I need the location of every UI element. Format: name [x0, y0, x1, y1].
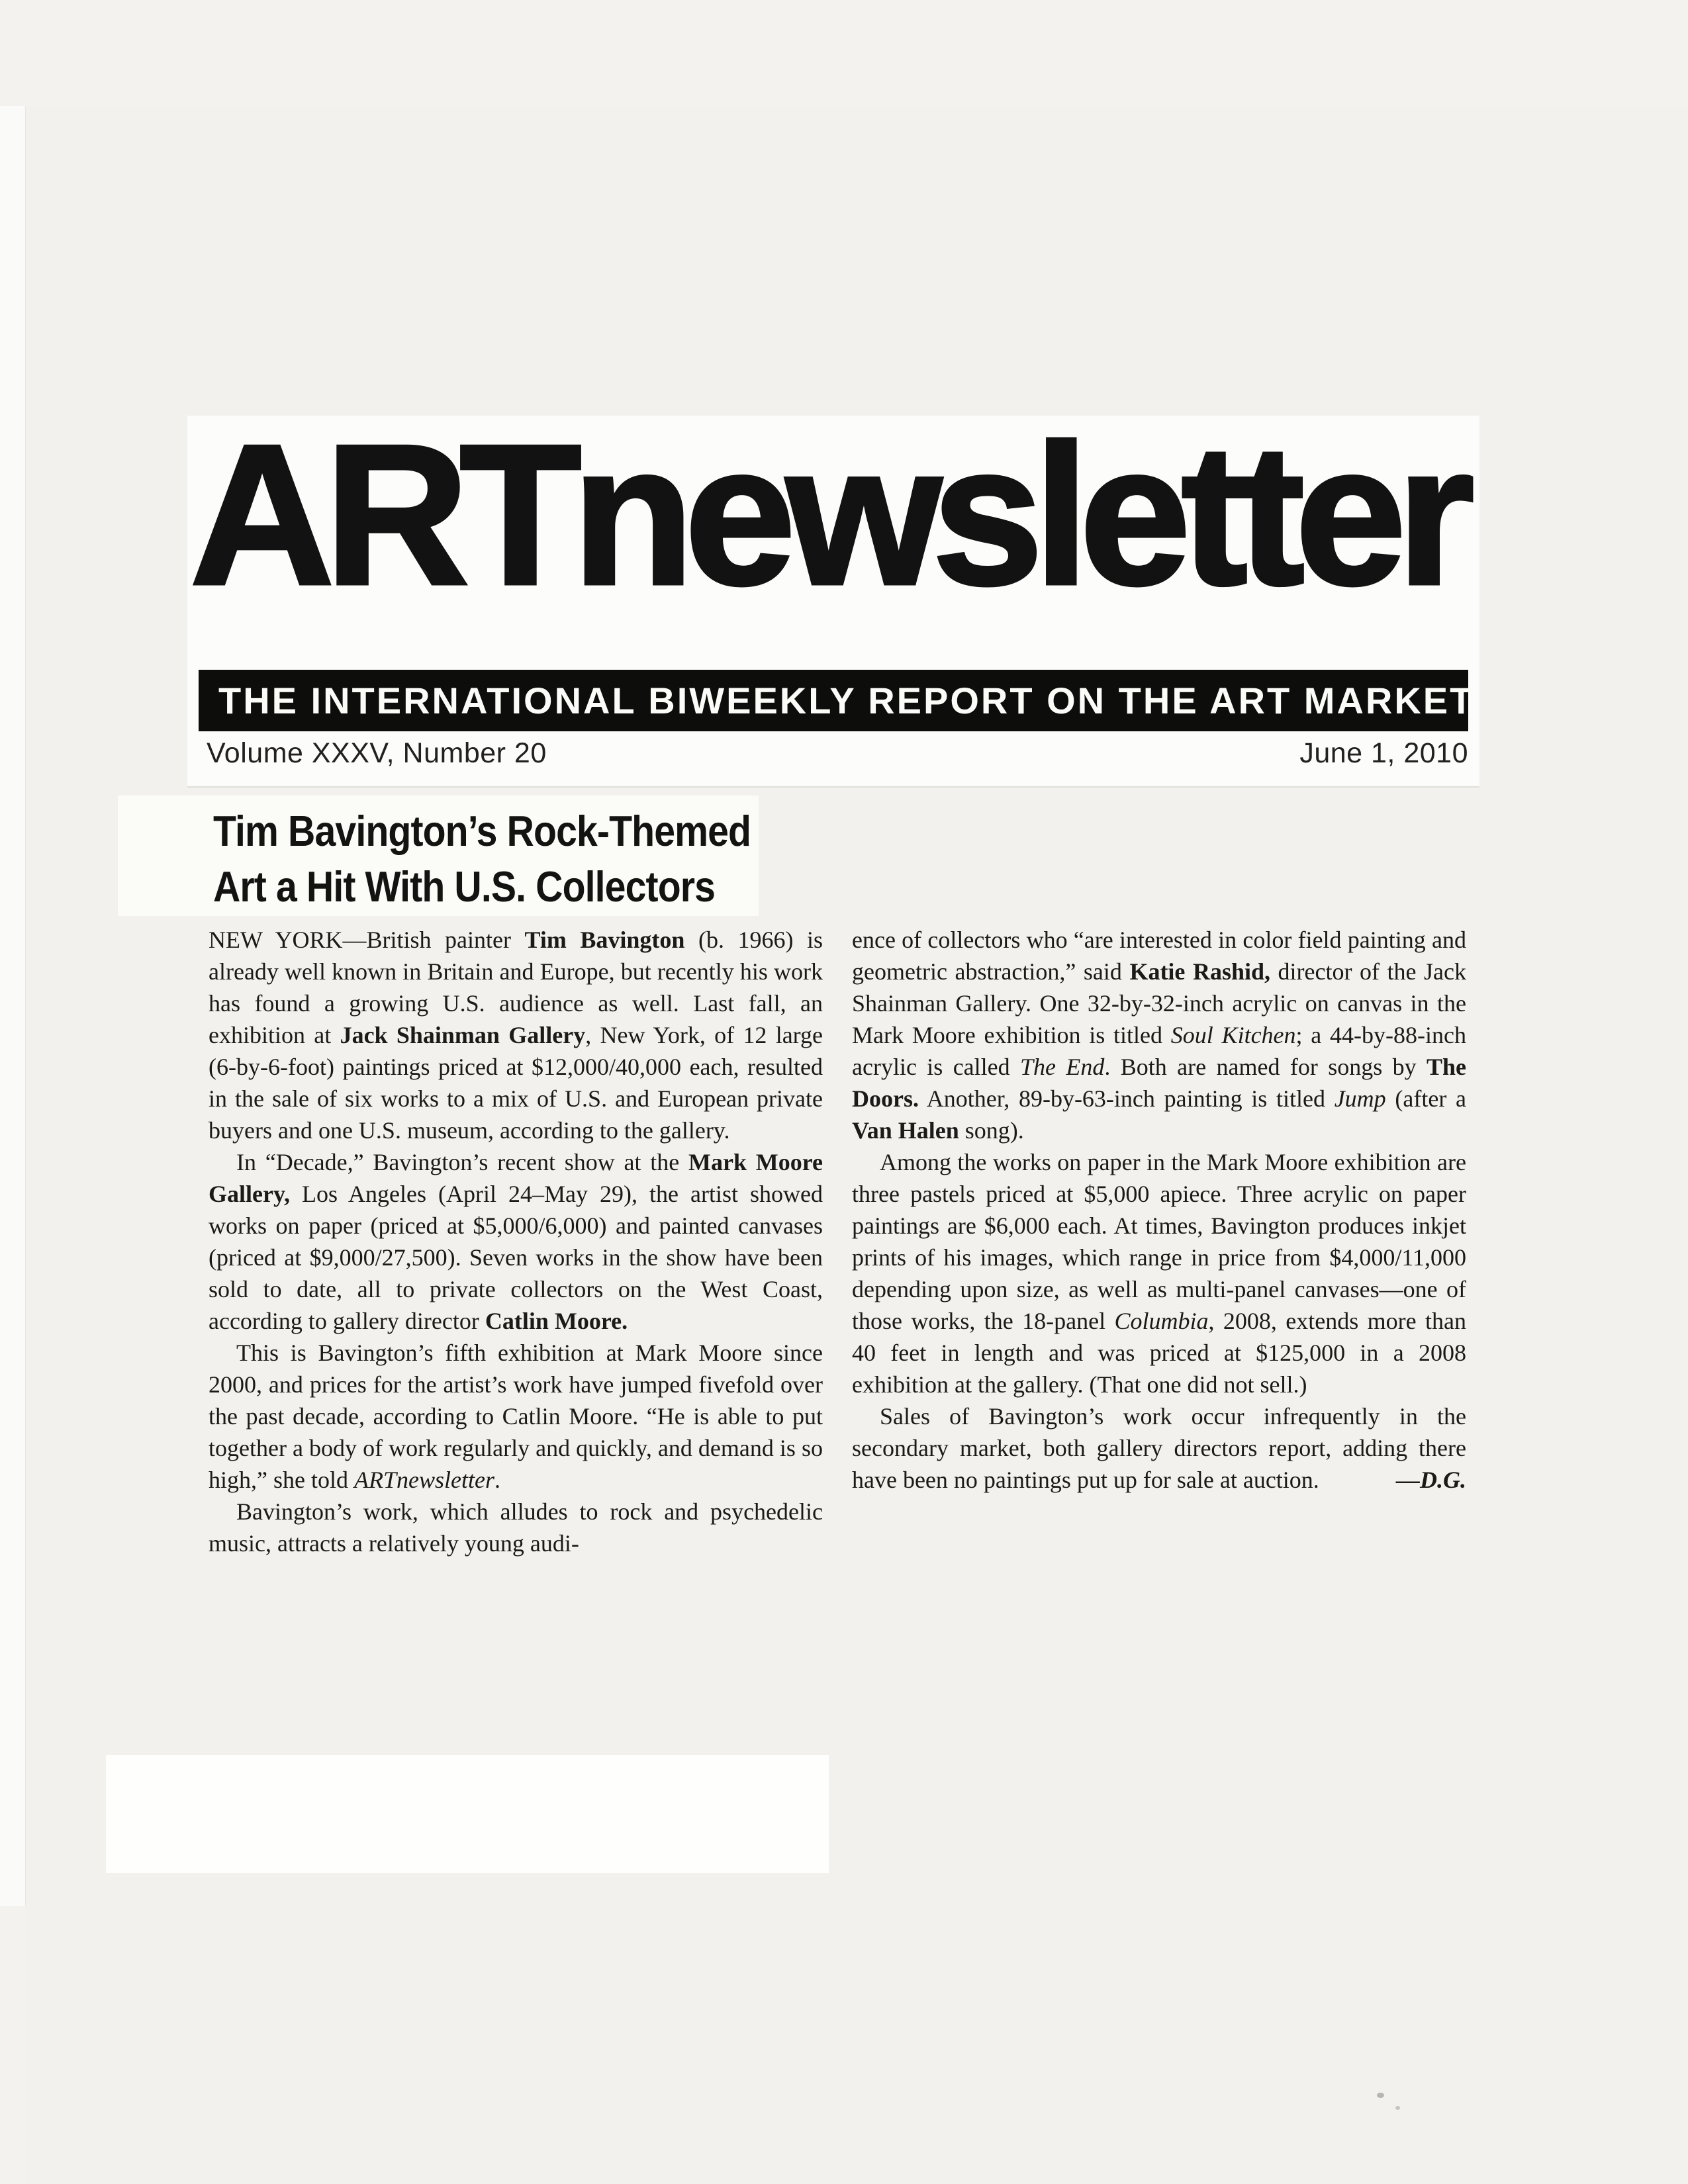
scan-speck [1395, 2106, 1400, 2110]
scan-speck [1377, 2093, 1384, 2098]
text-run: Los Angeles (April 24–May 29), the artist showed works on paper (priced at $5,000/6,000) and painted canvases (priced at $9,000/27,500). Seven works in the show have been sold to date, all to private collectors on the West Coast, according to gallery director [209, 1181, 823, 1334]
text-run: This is Bavington’s fifth exhibition at Mark Moore since 2000, and prices for the artist’s work have jumped fivefold over the past decade, according to Catlin Moore. “He is able to put together a body of work regularly and quickly, and demand is so high,” she told [209, 1340, 823, 1493]
text-run: ; a 44-by-88-inch acrylic is called [852, 1022, 1466, 1080]
text-run: Jack Shainman Gallery [340, 1022, 586, 1048]
text-run: (after a [1385, 1085, 1466, 1112]
masthead-title: ARTnewsletter [190, 403, 1465, 626]
text-run: Mark Moore Gallery, [209, 1149, 823, 1207]
text-run: The Doors. [852, 1054, 1466, 1112]
text-run: Sales of Bavington’s work occur infrequently in the secondary market, both gallery directors report, adding there have been no paintings put up for sale at auction. [852, 1403, 1466, 1493]
headline-line-1: Tim Bavington’s Rock-Themed [213, 807, 751, 855]
article-paragraph [209, 1337, 823, 1496]
text-run: In “Decade,” Bavington’s recent show at the [236, 1149, 688, 1175]
text-run: ence of collectors who “are interested in color field painting and geometric abstraction,” said [852, 927, 1466, 985]
text-run: Among the works on paper in the Mark Moore exhibition are three pastels priced at $5,000 apiece. Three acrylic on paper paintings are $6,000 each. At times, Bavington produces inkjet prints of his images, which range in price from $4,000/11,000 depending upon size, as well as multi-panel canvases—one of those works, the 18-panel [852, 1149, 1466, 1334]
scan-edge-strip [0, 106, 26, 1906]
volume-number: Volume XXXV, Number 20 [207, 737, 547, 769]
byline-initials: —D.G. [1396, 1467, 1466, 1493]
text-run: Katie Rashid, [1129, 958, 1270, 985]
text-run: director of the Jack Shainman Gallery. One 32-by-32-inch acrylic on canvas in the Mark Moore exhibition is titled [852, 958, 1466, 1048]
article-paragraph [209, 1496, 823, 1559]
article-paragraph [852, 1146, 1466, 1400]
text-run: Soul Kitchen [1170, 1022, 1296, 1048]
tagline-text: THE INTERNATIONAL BIWEEKLY REPORT ON THE ART MARKET [218, 680, 1475, 721]
text-run: Tim Bavington [524, 927, 685, 953]
scan-artifact-white-patch [106, 1755, 829, 1873]
text-run: . [494, 1467, 500, 1493]
article-paragraph [209, 924, 823, 1146]
text-run: NEW YORK—British painter [209, 927, 525, 953]
text-run: Another, 89-by-63-inch painting is titled [919, 1085, 1335, 1112]
text-run: Van Halen [852, 1117, 959, 1144]
tagline-bar [199, 670, 1475, 731]
text-run: Catlin Moore. [485, 1308, 628, 1334]
article-column-right [852, 924, 1466, 1496]
text-run: ARTnewsletter [353, 1467, 494, 1493]
text-run: , 2008, extends more than 40 feet in length and was priced at $125,000 in a 2008 exhibition at the gallery. (That one did not sell.) [852, 1308, 1466, 1398]
article-headline [213, 803, 751, 915]
text-run: Columbia [1114, 1308, 1209, 1334]
article-paragraph [209, 1146, 823, 1337]
issue-date: June 1, 2010 [1299, 737, 1468, 769]
text-run: Bavington’s work, which alludes to rock and psychedelic music, attracts a relatively young audi- [209, 1498, 823, 1557]
article-column-left [209, 924, 823, 1559]
text-run: Jump [1334, 1085, 1386, 1112]
text-run: (b. 1966) is already well known in Britain and Europe, but recently his work has found a growing U.S. audience as well. Last fall, an exhibition at [209, 927, 823, 1048]
text-run: , New York, of 12 large (6-by-6-foot) paintings priced at $12,000/40,000 each, resulted in the sale of six works to a mix of U.S. and European private buyers and one U.S. museum, according to the gallery. [209, 1022, 823, 1144]
text-run: . Both are named for songs by [1104, 1054, 1427, 1080]
article-paragraph [852, 1400, 1466, 1496]
article-paragraph [852, 924, 1466, 1146]
text-run: song). [959, 1117, 1024, 1144]
headline-line-2: Art a Hit With U.S. Collectors [213, 862, 716, 911]
text-run: The End [1020, 1054, 1105, 1080]
